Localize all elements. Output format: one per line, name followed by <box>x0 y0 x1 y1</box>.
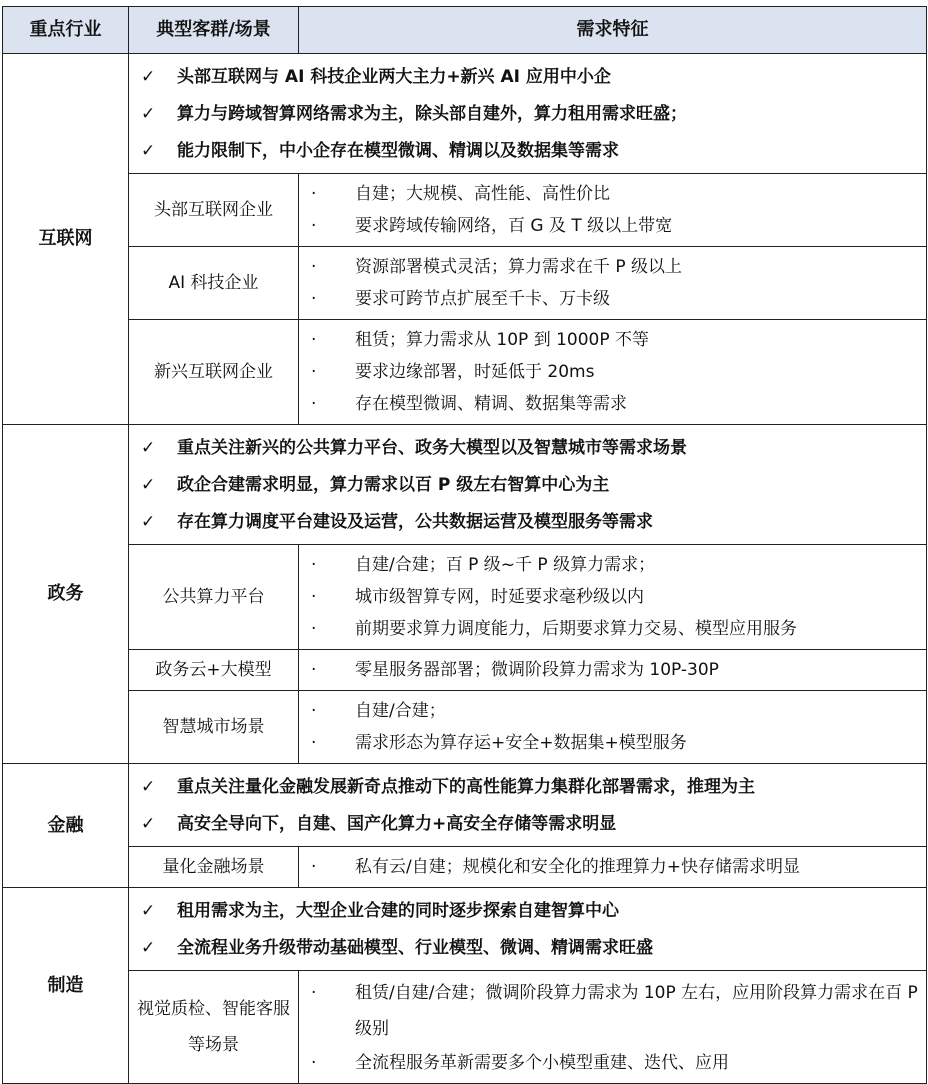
scenario-row <box>3 545 927 650</box>
highlight-item <box>141 805 926 842</box>
scenario-cell: AI 科技企业 <box>129 247 299 320</box>
feature-cell <box>299 320 927 425</box>
bullet-item <box>309 695 926 727</box>
scenario-row <box>3 971 927 1084</box>
scenario-row <box>3 247 927 320</box>
bullet-icon: · <box>311 587 317 607</box>
bullet-icon: · <box>311 362 317 382</box>
highlight-text: 重点关注新兴的公共算力平台、政务大模型以及智慧城市等需求场景 <box>177 437 687 458</box>
scenario-cell: 公共算力平台 <box>129 545 299 650</box>
bullet-item <box>309 388 926 420</box>
feature-cell <box>299 691 927 764</box>
bullet-item <box>309 178 926 210</box>
bullet-icon: · <box>311 857 317 877</box>
highlight-item <box>141 466 926 503</box>
highlight-text: 能力限制下，中小企存在模型微调、精调以及数据集等需求 <box>177 140 619 161</box>
bullet-icon: · <box>311 555 317 575</box>
bullet-text: 自建/合建； <box>355 701 446 721</box>
highlight-item <box>141 768 926 805</box>
scenario-cell: 量化金融场景 <box>129 847 299 888</box>
bullet-item <box>309 851 926 883</box>
feature-cell <box>299 650 927 691</box>
check-icon: ✓ <box>141 937 156 958</box>
highlights-cell <box>129 425 927 545</box>
bullet-item <box>309 283 926 315</box>
bullet-icon: · <box>311 257 317 277</box>
highlight-text: 重点关注量化金融发展新奇点推动下的高性能算力集群化部署需求，推理为主 <box>177 776 755 797</box>
scenario-row <box>3 174 927 247</box>
bullet-item <box>309 654 926 686</box>
highlight-text: 全流程业务升级带动基础模型、行业模型、微调、精调需求旺盛 <box>177 937 653 958</box>
highlight-item <box>141 892 926 929</box>
bullet-item <box>309 251 926 283</box>
scenario-row <box>3 847 927 888</box>
bullet-text: 要求跨域传输网络，百 G 及 T 级以上带宽 <box>355 216 673 236</box>
bullet-icon: · <box>311 701 317 721</box>
bullet-icon: · <box>311 619 317 639</box>
check-icon: ✓ <box>141 66 156 87</box>
highlight-item <box>141 95 926 132</box>
highlight-item <box>141 429 926 466</box>
section-highlight-row <box>3 54 927 174</box>
scenario-cell: 头部互联网企业 <box>129 174 299 247</box>
industry-cell: 制造 <box>3 888 129 1084</box>
highlights-cell <box>129 764 927 847</box>
bullet-text: 资源部署模式灵活；算力需求在千 P 级以上 <box>355 257 683 277</box>
table-header-row <box>3 7 927 54</box>
highlight-text: 租用需求为主，大型企业合建的同时逐步探索自建智算中心 <box>177 900 619 921</box>
industry-cell: 互联网 <box>3 54 129 425</box>
section-highlight-row <box>3 888 927 971</box>
check-icon: ✓ <box>141 140 156 161</box>
bullet-text: 零星服务器部署；微调阶段算力需求为 10P-30P <box>355 660 719 680</box>
check-icon: ✓ <box>141 511 156 532</box>
bullet-text: 租赁；算力需求从 10P 到 1000P 不等 <box>355 330 650 350</box>
bullet-item <box>309 581 926 613</box>
highlight-text: 头部互联网与 AI 科技企业两大主力+新兴 AI 应用中小企 <box>177 66 611 87</box>
requirements-table <box>2 6 927 1084</box>
section-highlight-row <box>3 764 927 847</box>
section-highlight-row <box>3 425 927 545</box>
highlight-text: 高安全导向下，自建、国产化算力+高安全存储等需求明显 <box>177 813 617 834</box>
highlights-cell <box>129 54 927 174</box>
feature-cell <box>299 545 927 650</box>
highlight-text: 政企合建需求明显，算力需求以百 P 级左右智算中心为主 <box>177 474 610 495</box>
header-industry: 重点行业 <box>3 7 129 54</box>
bullet-item <box>309 210 926 242</box>
bullet-text: 全流程服务革新需要多个小模型重建、迭代、应用 <box>355 1053 729 1073</box>
feature-cell <box>299 174 927 247</box>
feature-cell <box>299 247 927 320</box>
check-icon: ✓ <box>141 813 156 834</box>
highlight-item <box>141 929 926 966</box>
highlight-text: 存在算力调度平台建设及运营，公共数据运营及模型服务等需求 <box>177 511 653 532</box>
highlight-item <box>141 58 926 95</box>
bullet-item <box>309 1047 926 1079</box>
bullet-text: 存在模型微调、精调、数据集等需求 <box>355 394 627 414</box>
bullet-icon: · <box>311 330 317 350</box>
industry-cell: 金融 <box>3 764 129 888</box>
check-icon: ✓ <box>141 900 156 921</box>
bullet-icon: · <box>311 394 317 414</box>
scenario-cell: 政务云+大模型 <box>129 650 299 691</box>
scenario-cell: 智慧城市场景 <box>129 691 299 764</box>
bullet-item <box>309 975 926 1047</box>
bullet-item <box>309 356 926 388</box>
bullet-icon: · <box>311 184 317 204</box>
bullet-text: 租赁/自建/合建；微调阶段算力需求为 10P 左右，应用阶段算力需求在百 P 级别 <box>355 983 918 1039</box>
bullet-text: 自建/合建；百 P 级~千 P 级算力需求； <box>355 555 656 575</box>
bullet-icon: · <box>311 1053 317 1073</box>
feature-cell <box>299 847 927 888</box>
bullet-icon: · <box>311 733 317 753</box>
bullet-item <box>309 727 926 759</box>
highlight-item <box>141 503 926 540</box>
check-icon: ✓ <box>141 474 156 495</box>
bullet-text: 私有云/自建；规模化和安全化的推理算力+快存储需求明显 <box>355 857 800 877</box>
highlight-item <box>141 132 926 169</box>
bullet-text: 城市级智算专网，时延要求毫秒级以内 <box>355 587 644 607</box>
industry-cell: 政务 <box>3 425 129 764</box>
bullet-icon: · <box>311 660 317 680</box>
bullet-text: 前期要求算力调度能力，后期要求算力交易、模型应用服务 <box>355 619 797 639</box>
header-scenario: 典型客群/场景 <box>129 7 299 54</box>
bullet-icon: · <box>311 289 317 309</box>
bullet-text: 需求形态为算存运+安全+数据集+模型服务 <box>355 733 687 753</box>
bullet-icon: · <box>311 983 317 1003</box>
check-icon: ✓ <box>141 776 156 797</box>
scenario-cell: 视觉质检、智能客服等场景 <box>129 971 299 1084</box>
feature-cell <box>299 971 927 1084</box>
scenario-cell: 新兴互联网企业 <box>129 320 299 425</box>
bullet-text: 自建；大规模、高性能、高性价比 <box>355 184 610 204</box>
bullet-text: 要求可跨节点扩展至千卡、万卡级 <box>355 289 610 309</box>
scenario-row <box>3 650 927 691</box>
scenario-row <box>3 320 927 425</box>
header-feature: 需求特征 <box>299 7 927 54</box>
check-icon: ✓ <box>141 437 156 458</box>
table-body <box>3 54 927 1084</box>
check-icon: ✓ <box>141 103 156 124</box>
bullet-item <box>309 324 926 356</box>
bullet-item <box>309 549 926 581</box>
bullet-text: 要求边缘部署，时延低于 20ms <box>355 362 595 382</box>
scenario-row <box>3 691 927 764</box>
bullet-icon: · <box>311 216 317 236</box>
highlights-cell <box>129 888 927 971</box>
highlight-text: 算力与跨域智算网络需求为主，除头部自建外，算力租用需求旺盛； <box>177 103 687 124</box>
bullet-item <box>309 613 926 645</box>
